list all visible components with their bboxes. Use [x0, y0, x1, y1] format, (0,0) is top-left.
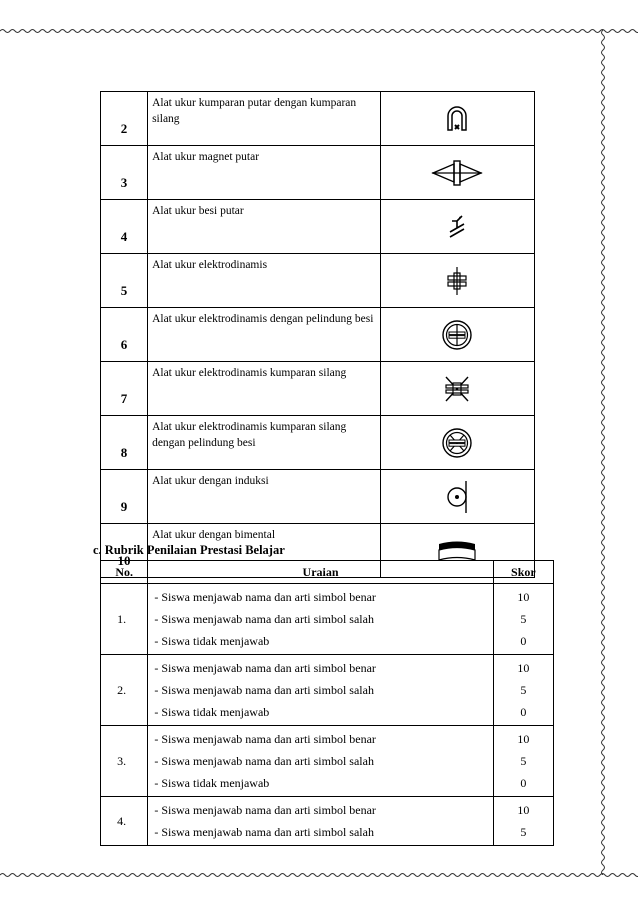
- table-row: [101, 416, 535, 470]
- electrodynamic-meter-icon: [444, 265, 470, 297]
- rotating-magnet-meter-icon: [430, 158, 484, 188]
- rubric-number: 2.: [101, 655, 148, 726]
- wavy-border-bottom: [0, 868, 638, 882]
- criterion-text: - Siswa menjawab nama dan arti simbol salah: [154, 825, 374, 839]
- score-value: 5: [520, 825, 527, 839]
- criterion-text: - Siswa menjawab nama dan arti simbol benar: [154, 732, 376, 746]
- table-row: [101, 308, 535, 362]
- instrument-name: Alat ukur elektrodinamis: [148, 254, 381, 308]
- criterion-text: - Siswa menjawab nama dan arti simbol salah: [154, 683, 374, 697]
- criterion-text: - Siswa menjawab nama dan arti simbol benar: [154, 590, 376, 604]
- shielded-electrodynamic-crossed-coil-icon: [441, 427, 473, 459]
- score-value: 5: [520, 683, 527, 697]
- table-row: [101, 655, 554, 726]
- rubric-heading: c. Rubrik Penilaian Prestasi Belajar: [93, 543, 285, 557]
- crossed-coil-meter-icon: [442, 104, 472, 134]
- table-row: [101, 200, 535, 254]
- criterion-text: - Siswa tidak menjawab: [154, 705, 270, 719]
- moving-iron-meter-icon: [444, 212, 470, 242]
- instrument-name: Alat ukur elektrodinamis dengan pelindung besi: [148, 308, 381, 362]
- criterion-text: - Siswa menjawab nama dan arti simbol salah: [154, 612, 374, 626]
- induction-meter-icon: [445, 479, 469, 515]
- score-value: 10: [517, 590, 530, 604]
- instrument-name: Alat ukur dengan bimental: [148, 524, 381, 578]
- score-value: 0: [520, 705, 527, 719]
- instrument-name: Alat ukur magnet putar: [148, 146, 381, 200]
- score-value: 10: [517, 732, 530, 746]
- row-number: 7: [101, 362, 148, 416]
- table-row: [101, 362, 535, 416]
- table-row: [101, 584, 554, 655]
- instrument-name: Alat ukur dengan induksi: [148, 470, 381, 524]
- header-no: No.: [101, 561, 148, 584]
- row-number: 6: [101, 308, 148, 362]
- instrument-name: Alat ukur besi putar: [148, 200, 381, 254]
- instrument-name: Alat ukur elektrodinamis kumparan silang: [148, 362, 381, 416]
- table-row: [101, 797, 554, 846]
- row-number: 5: [101, 254, 148, 308]
- electrodynamic-crossed-coil-icon: [442, 374, 472, 404]
- row-number: 4: [101, 200, 148, 254]
- criterion-text: - Siswa menjawab nama dan arti simbol benar: [154, 803, 376, 817]
- table-row: [101, 92, 535, 146]
- wavy-border-right: [596, 30, 610, 875]
- wavy-border-top: [0, 24, 638, 38]
- criterion-text: - Siswa tidak menjawab: [154, 776, 270, 790]
- score-value: 10: [517, 661, 530, 675]
- instrument-name: Alat ukur elektrodinamis kumparan silang dengan pelindung besi: [148, 416, 381, 470]
- rubric-number: 4.: [101, 797, 148, 846]
- row-number: 9: [101, 470, 148, 524]
- shielded-electrodynamic-meter-icon: [441, 319, 473, 351]
- criterion-text: - Siswa tidak menjawab: [154, 634, 270, 648]
- score-value: 5: [520, 612, 527, 626]
- row-number: 8: [101, 416, 148, 470]
- symbol-table: [100, 91, 535, 578]
- row-number: 3: [101, 146, 148, 200]
- row-number: 2: [101, 92, 148, 146]
- instrument-name: Alat ukur kumparan putar dengan kumparan silang: [148, 92, 381, 146]
- rubric-table: [100, 560, 554, 846]
- table-row: [101, 146, 535, 200]
- score-value: 0: [520, 634, 527, 648]
- score-value: 0: [520, 776, 527, 790]
- table-row: [101, 726, 554, 797]
- header-uraian: Uraian: [148, 561, 493, 584]
- table-header-row: [101, 561, 554, 584]
- score-value: 10: [517, 803, 530, 817]
- row-number: 10: [101, 524, 148, 578]
- score-value: 5: [520, 754, 527, 768]
- rubric-number: 3.: [101, 726, 148, 797]
- rubric-number: 1.: [101, 584, 148, 655]
- criterion-text: - Siswa menjawab nama dan arti simbol salah: [154, 754, 374, 768]
- criterion-text: - Siswa menjawab nama dan arti simbol benar: [154, 661, 376, 675]
- table-row: [101, 470, 535, 524]
- header-skor: Skor: [493, 561, 553, 584]
- table-row: [101, 254, 535, 308]
